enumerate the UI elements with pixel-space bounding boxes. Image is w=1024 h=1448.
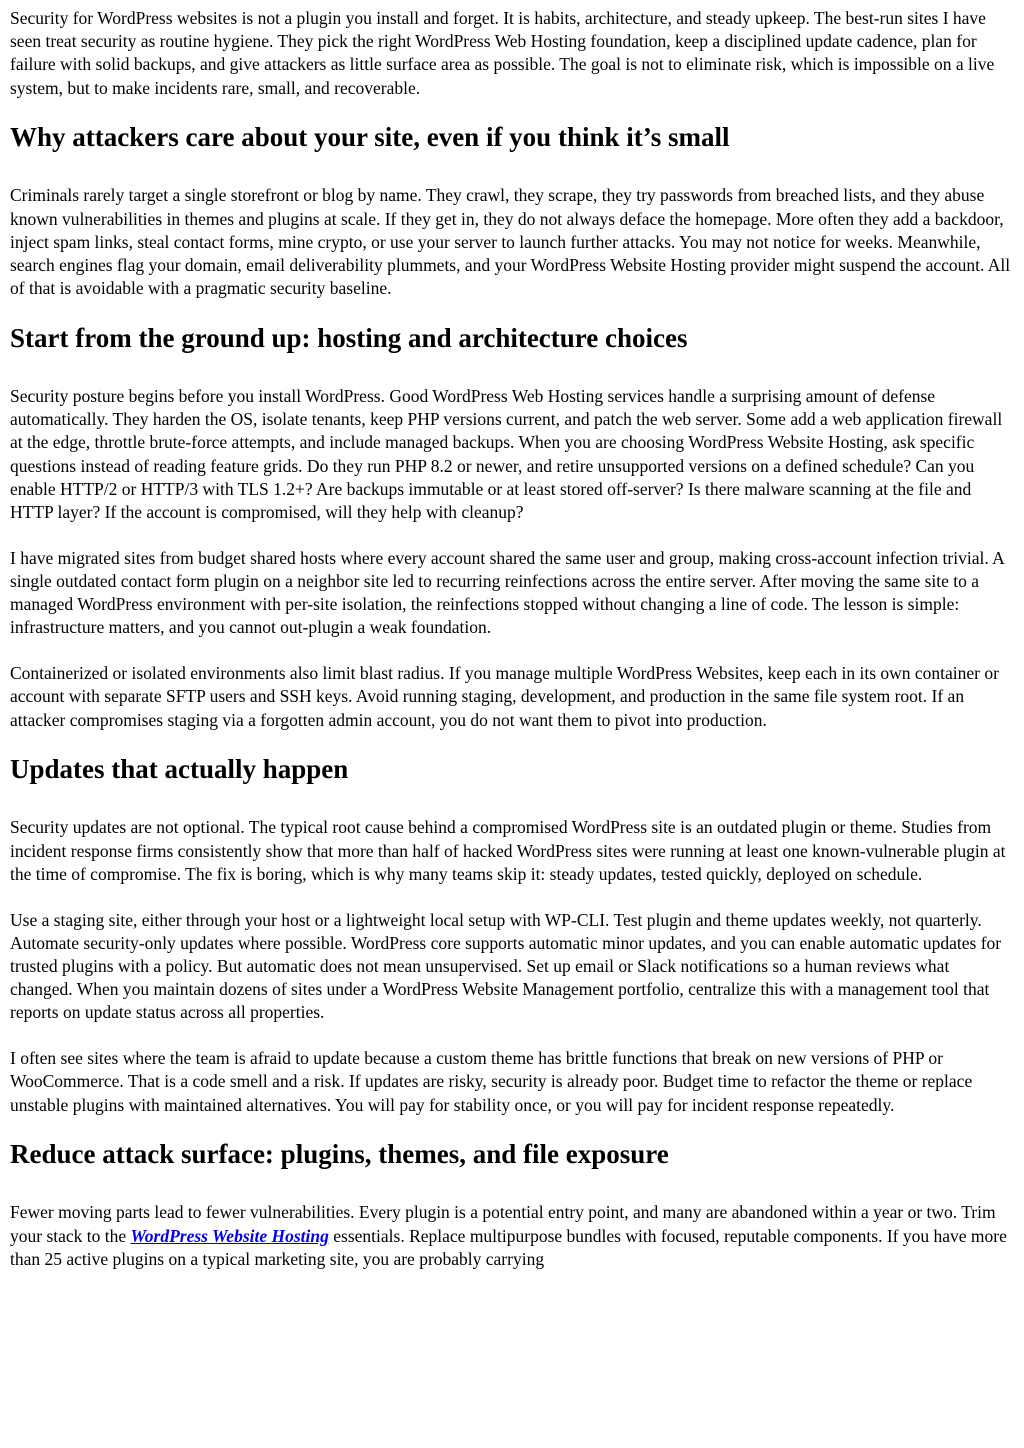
paragraph-migration-story: I have migrated sites from budget shared hosts where every account shared the same user and group, making cross-account infection trivial. A single outdated contact form plugin on a neighbor site led to recurring reinfections across the entire server. After moving the same site to a managed WordPress environment with per-site isolation, the reinfections stopped without changing a line of code. The lesson is simple: infrastructure matters, and you cannot out-plugin a weak foundation. [10, 547, 1004, 638]
paragraph-hosting-questions: Security posture begins before you install WordPress. Good WordPress Web Hosting services handle a surprising amount of defense automatically. They harden the OS, isolate tenants, keep PHP versions current, and patch the web server. Some add a web application firewall at the edge, throttle brute-force attempts, and include managed backups. When you are choosing WordPress Website Hosting, ask specific questions instead of reading feature grids. Do they run PHP 8.2 or newer, and retire unsupported versions on a defined schedule? Can you enable HTTP/2 or HTTP/3 with TLS 1.2+? Are backups immutable or at least stored off-server? Is there malware scanning at the file and HTTP layer? If the account is compromised, will they help with cleanup? [10, 386, 1003, 523]
paragraph-security-updates: Security updates are not optional. The typical root cause behind a compromised WordPress site is an outdated plugin or theme. Studies from incident response firms consistently show that more than half of hacked WordPress sites were running at least one known-vulnerable plugin at the time of compromise. The fix is boring, which is why many teams skip it: steady updates, tested quickly, deployed on schedule. [10, 817, 1006, 884]
paragraph-staging-automation: Use a staging site, either through your host or a lightweight local setup with WP-CLI. Test plugin and theme updates weekly, not quarterly. Automate security-only updates where possible. WordPress core supports automatic minor updates, and you can enable automatic updates for trusted plugins with a policy. But automatic does not mean unsupervised. Set up email or Slack notifications so a human reviews what changed. When you maintain dozens of sites under a WordPress Website Management portfolio, centralize this with a management tool that reports on update status across all properties. [10, 909, 1002, 1023]
paragraph-text-before-link: Fewer moving parts lead to fewer vulnerabilities. Every plugin is a potential entry point, and many are abandoned within a year or two. Trim your stack to the [10, 1202, 996, 1246]
section-heading-reduce-attack-surface: Reduce attack surface: plugins, themes, and file exposure [10, 1139, 669, 1170]
intro-paragraph: Security for WordPress websites is not a plugin you install and forget. It is habits, architecture, and steady upkeep. The best-run sites I have seen treat security as routine hygiene. They pick the right WordPress Web Hosting foundation, keep a disciplined update cadence, plan for failure with solid backups, and give attackers as little surface area as possible. The goal is not to eliminate risk, which is impossible on a live system, but to make incidents rare, small, and recoverable. [10, 8, 995, 98]
section-heading-start-from-ground-up: Start from the ground up: hosting and architecture choices [10, 323, 688, 354]
paragraph-attackers-overview: Criminals rarely target a single storefront or blog by name. They crawl, they scrape, they try passwords from breached lists, and they abuse known vulnerabilities in themes and plugins at scale. If they get in, they do not always deface the homepage. More often they add a backdoor, inject spam links, steal contact forms, mine crypto, or use your server to launch further attacks. You may not notice for weeks. Meanwhile, search engines flag your domain, email deliverability plummets, and your WordPress Website Hosting provider might suspend the account. All of that is avoidable with a pragmatic security baseline. [10, 185, 1011, 299]
section-heading-why-attackers-care: Why attackers care about your site, even if you think it’s small [10, 122, 730, 153]
wordpress-website-hosting-link[interactable]: WordPress Website Hosting [130, 1225, 329, 1246]
paragraph-afraid-to-update: I often see sites where the team is afraid to update because a custom theme has brittle functions that break on new versions of PHP or WooCommerce. That is a code smell and a risk. If updates are risky, security is already poor. Budget time to refactor the theme or replace unstable plugins with maintained alternatives. You will pay for stability once, or you will pay for incident response repeatedly. [10, 1048, 973, 1115]
paragraph-fewer-moving-parts [10, 1201, 1014, 1271]
section-heading-updates-that-happen: Updates that actually happen [10, 754, 349, 785]
paragraph-containerized-environments: Containerized or isolated environments also limit blast radius. If you manage multiple WordPress Websites, keep each in its own container or account with separate SFTP users and SSH keys. Avoid running staging, development, and production in the same file system root. If an attacker compromises staging via a forgotten admin account, you do not want them to pivot into production. [10, 663, 999, 730]
paragraph-text-after-link: essentials. Replace multipurpose bundles with focused, reputable components. If you have more than 25 active plugins on a typical marketing site, you are probably carrying [10, 1225, 1007, 1269]
